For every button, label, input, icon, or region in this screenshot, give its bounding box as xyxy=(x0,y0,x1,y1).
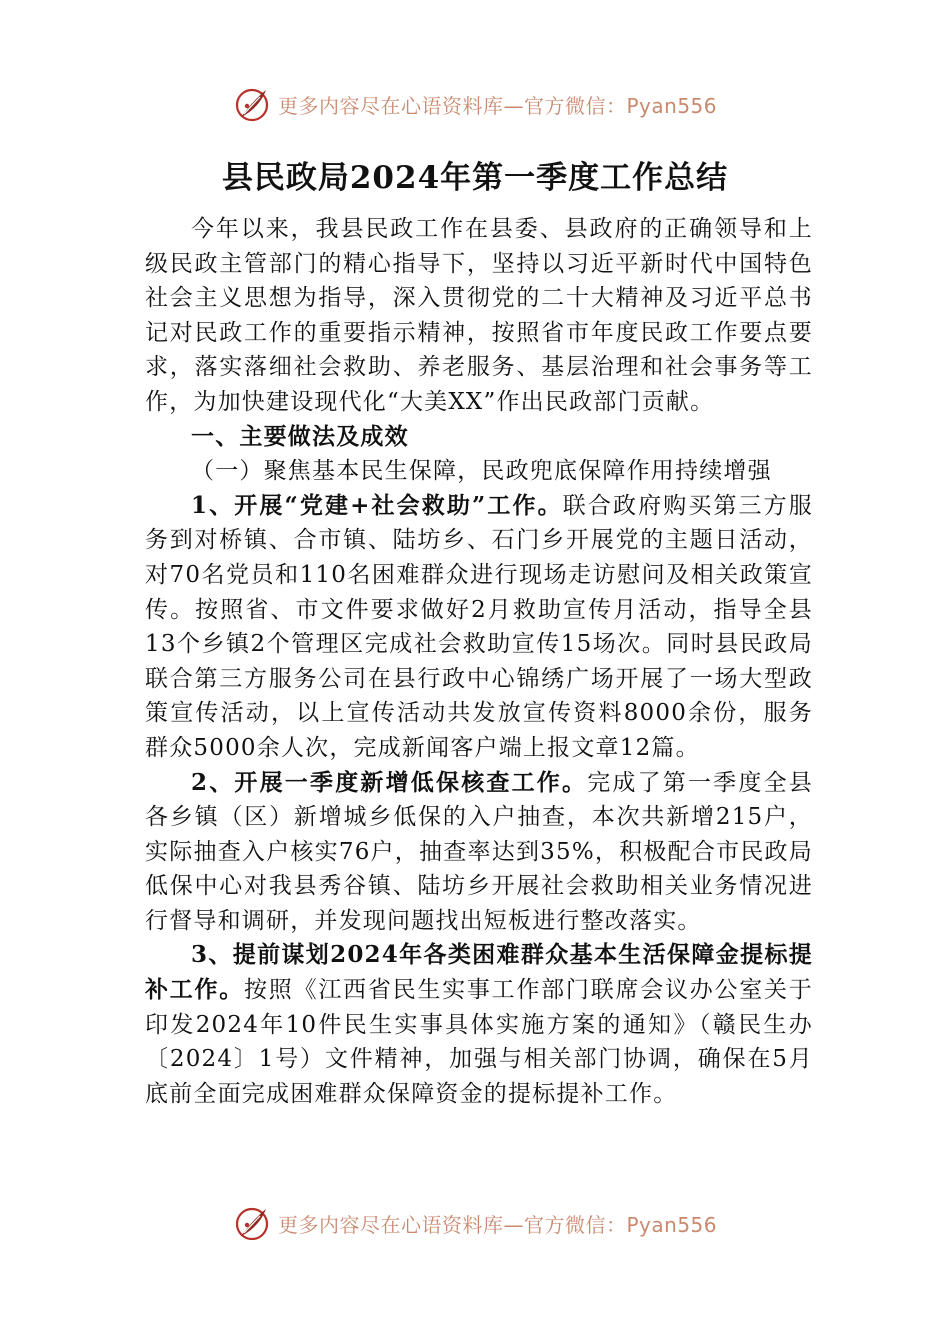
watermark-text: 更多内容尽在心语资料库—官方微信：Pyan556 xyxy=(278,1212,718,1237)
feather-pen-logo-icon xyxy=(232,1206,272,1240)
item-1-paragraph xyxy=(145,489,813,766)
subsection-heading: （一）聚焦基本民生保障，民政兜底保障作用持续增强 xyxy=(191,458,772,485)
item-3-paragraph xyxy=(145,938,813,1111)
item-3-heading: 3、提前谋划2024年各类困难群众基本生活保障金提标提补工作。 xyxy=(145,941,813,1004)
item-1-text: 联合政府购买第三方服务到对桥镇、合市镇、陆坊乡、石门乡开展党的主题日活动，对70名党员和110名困难群众进行现场走访慰问及相关政策宣传。按照省、市文件要求做好2月救助宣传月活动，指导全县13个乡镇2个管理区完成社会救助宣传15场次。同时县民政局联合第三方服务公司在县行政中心锦绣广场开展了一场大型政策宣传活动，以上宣传活动共发放宣传资料8000余份，服务群众5000余人次，完成新闻客户端上报文章12篇。 xyxy=(145,492,814,761)
document-body xyxy=(145,212,813,1111)
watermark-text: 更多内容尽在心语资料库—官方微信：Pyan556 xyxy=(278,93,718,118)
section-heading: 一、主要做法及成效 xyxy=(191,422,409,450)
item-1-heading: 1、开展“党建+社会救助”工作。 xyxy=(191,491,563,519)
document-title: 县民政局2024年第一季度工作总结 xyxy=(221,160,729,196)
watermark-bottom xyxy=(232,1206,717,1240)
item-2-paragraph xyxy=(145,766,813,939)
watermark-top xyxy=(232,84,717,124)
item-2-heading: 2、开展一季度新增低保核查工作。 xyxy=(191,768,588,796)
feather-pen-logo-icon xyxy=(232,84,272,124)
item-3-text: 按照《江西省民生实事工作部门联席会议办公室关于印发2024年10件民生实事具体实施方案的通知》（赣民生办〔2024〕1号）文件精神，加强与相关部门协调，确保在5月底前全面完成困难群众保障资金的提标提补工作。 xyxy=(145,977,813,1107)
intro-paragraph: 今年以来，我县民政工作在县委、县政府的正确领导和上级民政主管部门的精心指导下，坚持以习近平新时代中国特色社会主义思想为指导，深入贯彻党的二十大精神及习近平总书记对民政工作的重要指示精神，按照省市年度民政工作要点要求，落实落细社会救助、养老服务、基层治理和社会事务等工作，为加快建设现代化“大美XX”作出民政部门贡献。 xyxy=(145,216,813,415)
item-2-text: 完成了第一季度全县各乡镇（区）新增城乡低保的入户抽查，本次共新增215户，实际抽查入户核实76户，抽查率达到35%，积极配合市民政局低保中心对我县秀谷镇、陆坊乡开展社会救助相关业务情况进行督导和调研，并发现问题找出短板进行整改落实。 xyxy=(145,769,813,934)
